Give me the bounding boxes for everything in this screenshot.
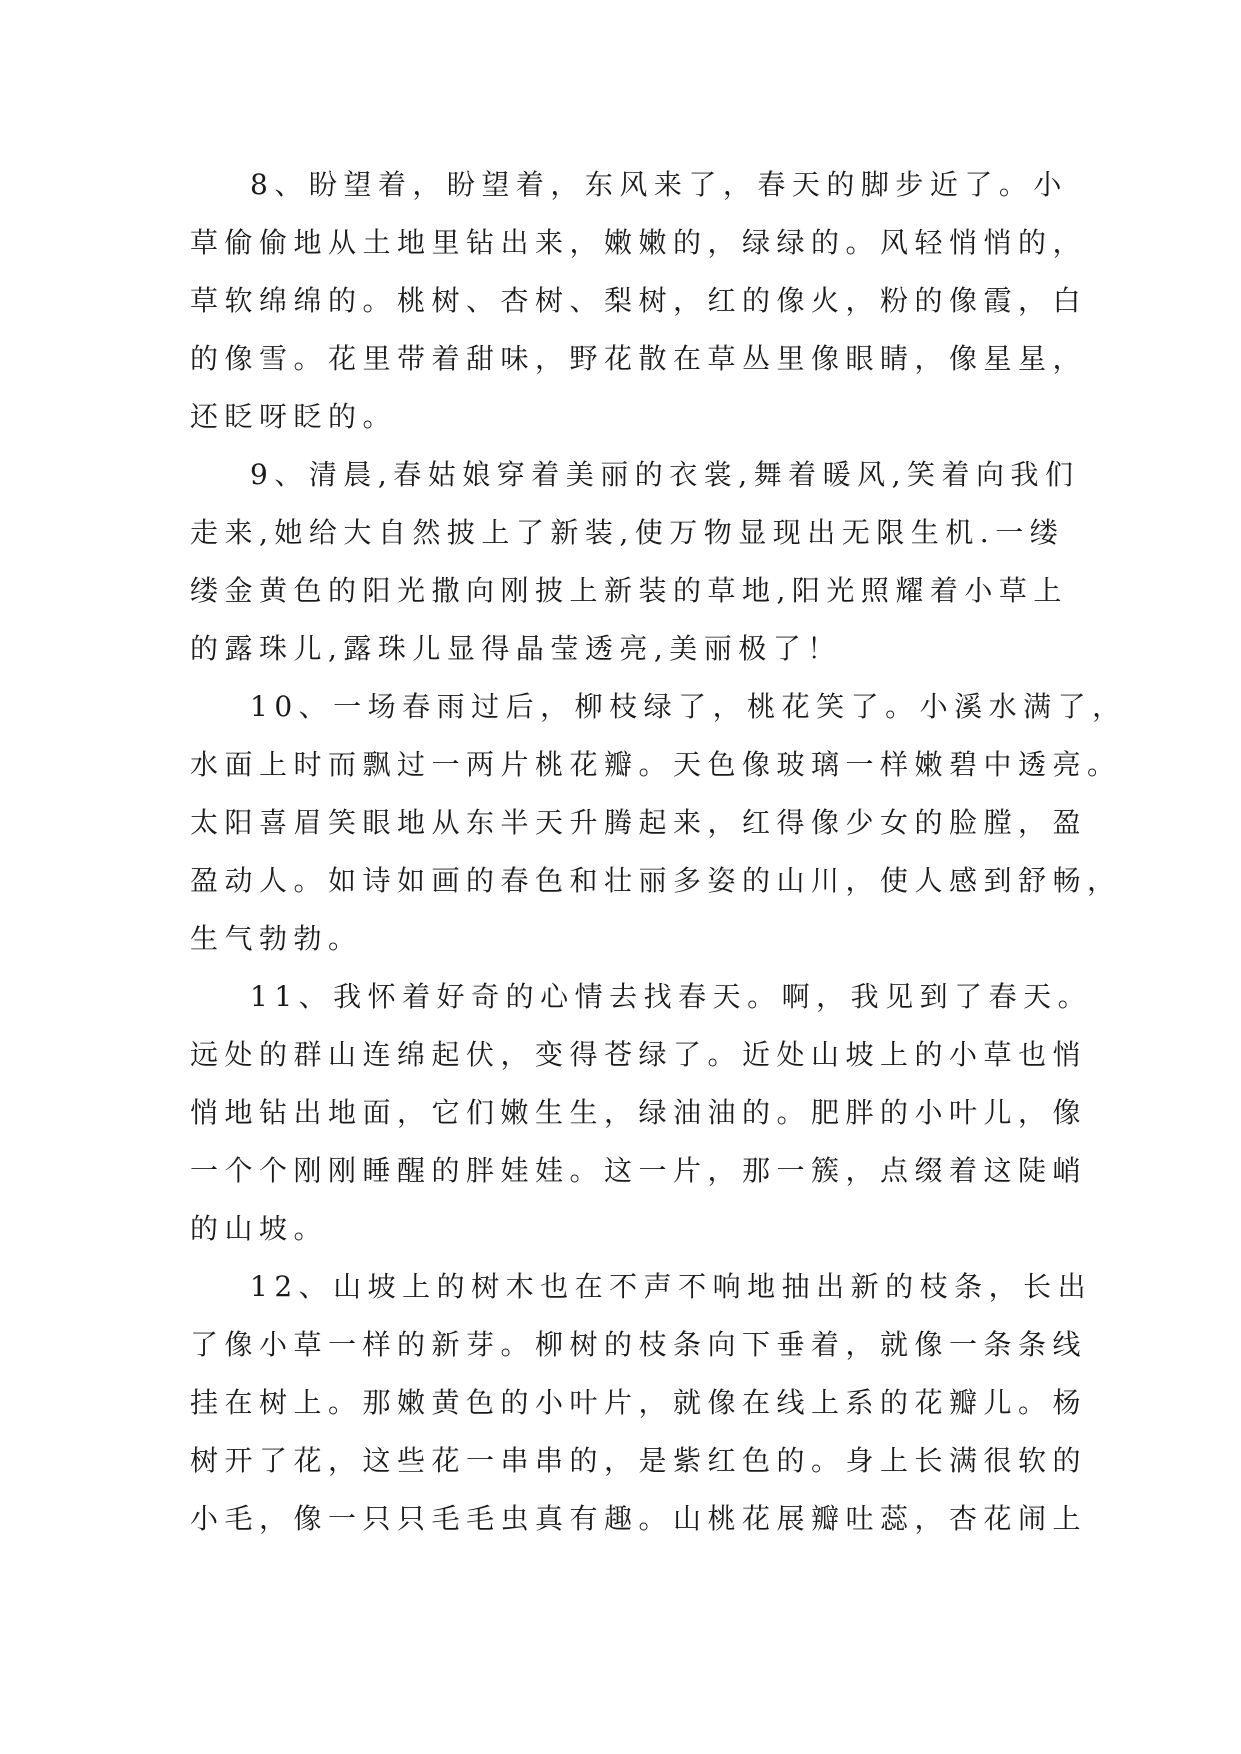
document-body — [190, 163, 1127, 1555]
text-line: 的山坡。 — [190, 1212, 329, 1245]
text-line: 水面上时而飘过一两片桃花瓣。天色像玻璃一样嫩碧中透亮。 — [190, 748, 1122, 781]
paragraph-9 — [190, 453, 1080, 685]
text-line: 了像小草一样的新芽。柳树的枝条向下垂着，就像一条条线 — [190, 1328, 1088, 1361]
text-line: 小毛，像一只只毛毛虫真有趣。山桃花展瓣吐蕊，杏花闹上 — [190, 1502, 1088, 1535]
text-line: 走来,她给大自然披上了新装,使万物显现出无限生机.一缕 — [190, 516, 1065, 549]
text-line: 还眨呀眨的。 — [190, 400, 398, 433]
text-line: 盈动人。如诗如画的春色和壮丽多姿的山川，使人感到舒畅， — [190, 864, 1122, 897]
text-line: 草偷偷地从土地里钻出来，嫩嫩的，绿绿的。风轻悄悄的， — [190, 226, 1088, 259]
text-line: 生气勃勃。 — [190, 922, 363, 955]
text-line: 的像雪。花里带着甜味，野花散在草丛里像眼睛，像星星， — [190, 342, 1088, 375]
text-line: 11、我怀着好奇的心情去找春天。啊，我见到了春天。 — [250, 980, 1093, 1013]
text-line: 缕金黄色的阳光撒向刚披上新装的草地,阳光照耀着小草上 — [190, 574, 1068, 607]
text-line: 9、清晨,春姑娘穿着美丽的衣裳,舞着暖风,笑着向我们 — [250, 458, 1080, 491]
text-line: 悄地钻出地面，它们嫩生生，绿油油的。肥胖的小叶儿，像 — [190, 1096, 1088, 1129]
text-line: 12、山坡上的树木也在不声不响地抽出新的枝条，长出 — [250, 1270, 1093, 1303]
paragraph-10 — [190, 685, 1127, 975]
text-line: 8、盼望着，盼望着，东风来了，春天的脚步近了。小 — [250, 168, 1068, 201]
text-line: 草软绵绵的。桃树、杏树、梨树，红的像火，粉的像霞，白 — [190, 284, 1088, 317]
text-line: 的露珠儿,露珠儿显得晶莹透亮,美丽极了！ — [190, 632, 842, 665]
text-line: 远处的群山连绵起伏，变得苍绿了。近处山坡上的小草也悄 — [190, 1038, 1088, 1071]
text-line: 树开了花，这些花一串串的，是紫红色的。身上长满很软的 — [190, 1444, 1088, 1477]
paragraph-11 — [190, 975, 1093, 1265]
text-line: 10、一场春雨过后，柳枝绿了，桃花笑了。小溪水满了， — [250, 690, 1127, 723]
paragraph-12 — [190, 1265, 1093, 1555]
text-line: 太阳喜眉笑眼地从东半天升腾起来，红得像少女的脸膛，盈 — [190, 806, 1088, 839]
text-line: 挂在树上。那嫩黄色的小叶片，就像在线上系的花瓣儿。杨 — [190, 1386, 1088, 1419]
text-line: 一个个刚刚睡醒的胖娃娃。这一片，那一簇，点缀着这陡峭 — [190, 1154, 1088, 1187]
paragraph-8 — [190, 163, 1088, 453]
